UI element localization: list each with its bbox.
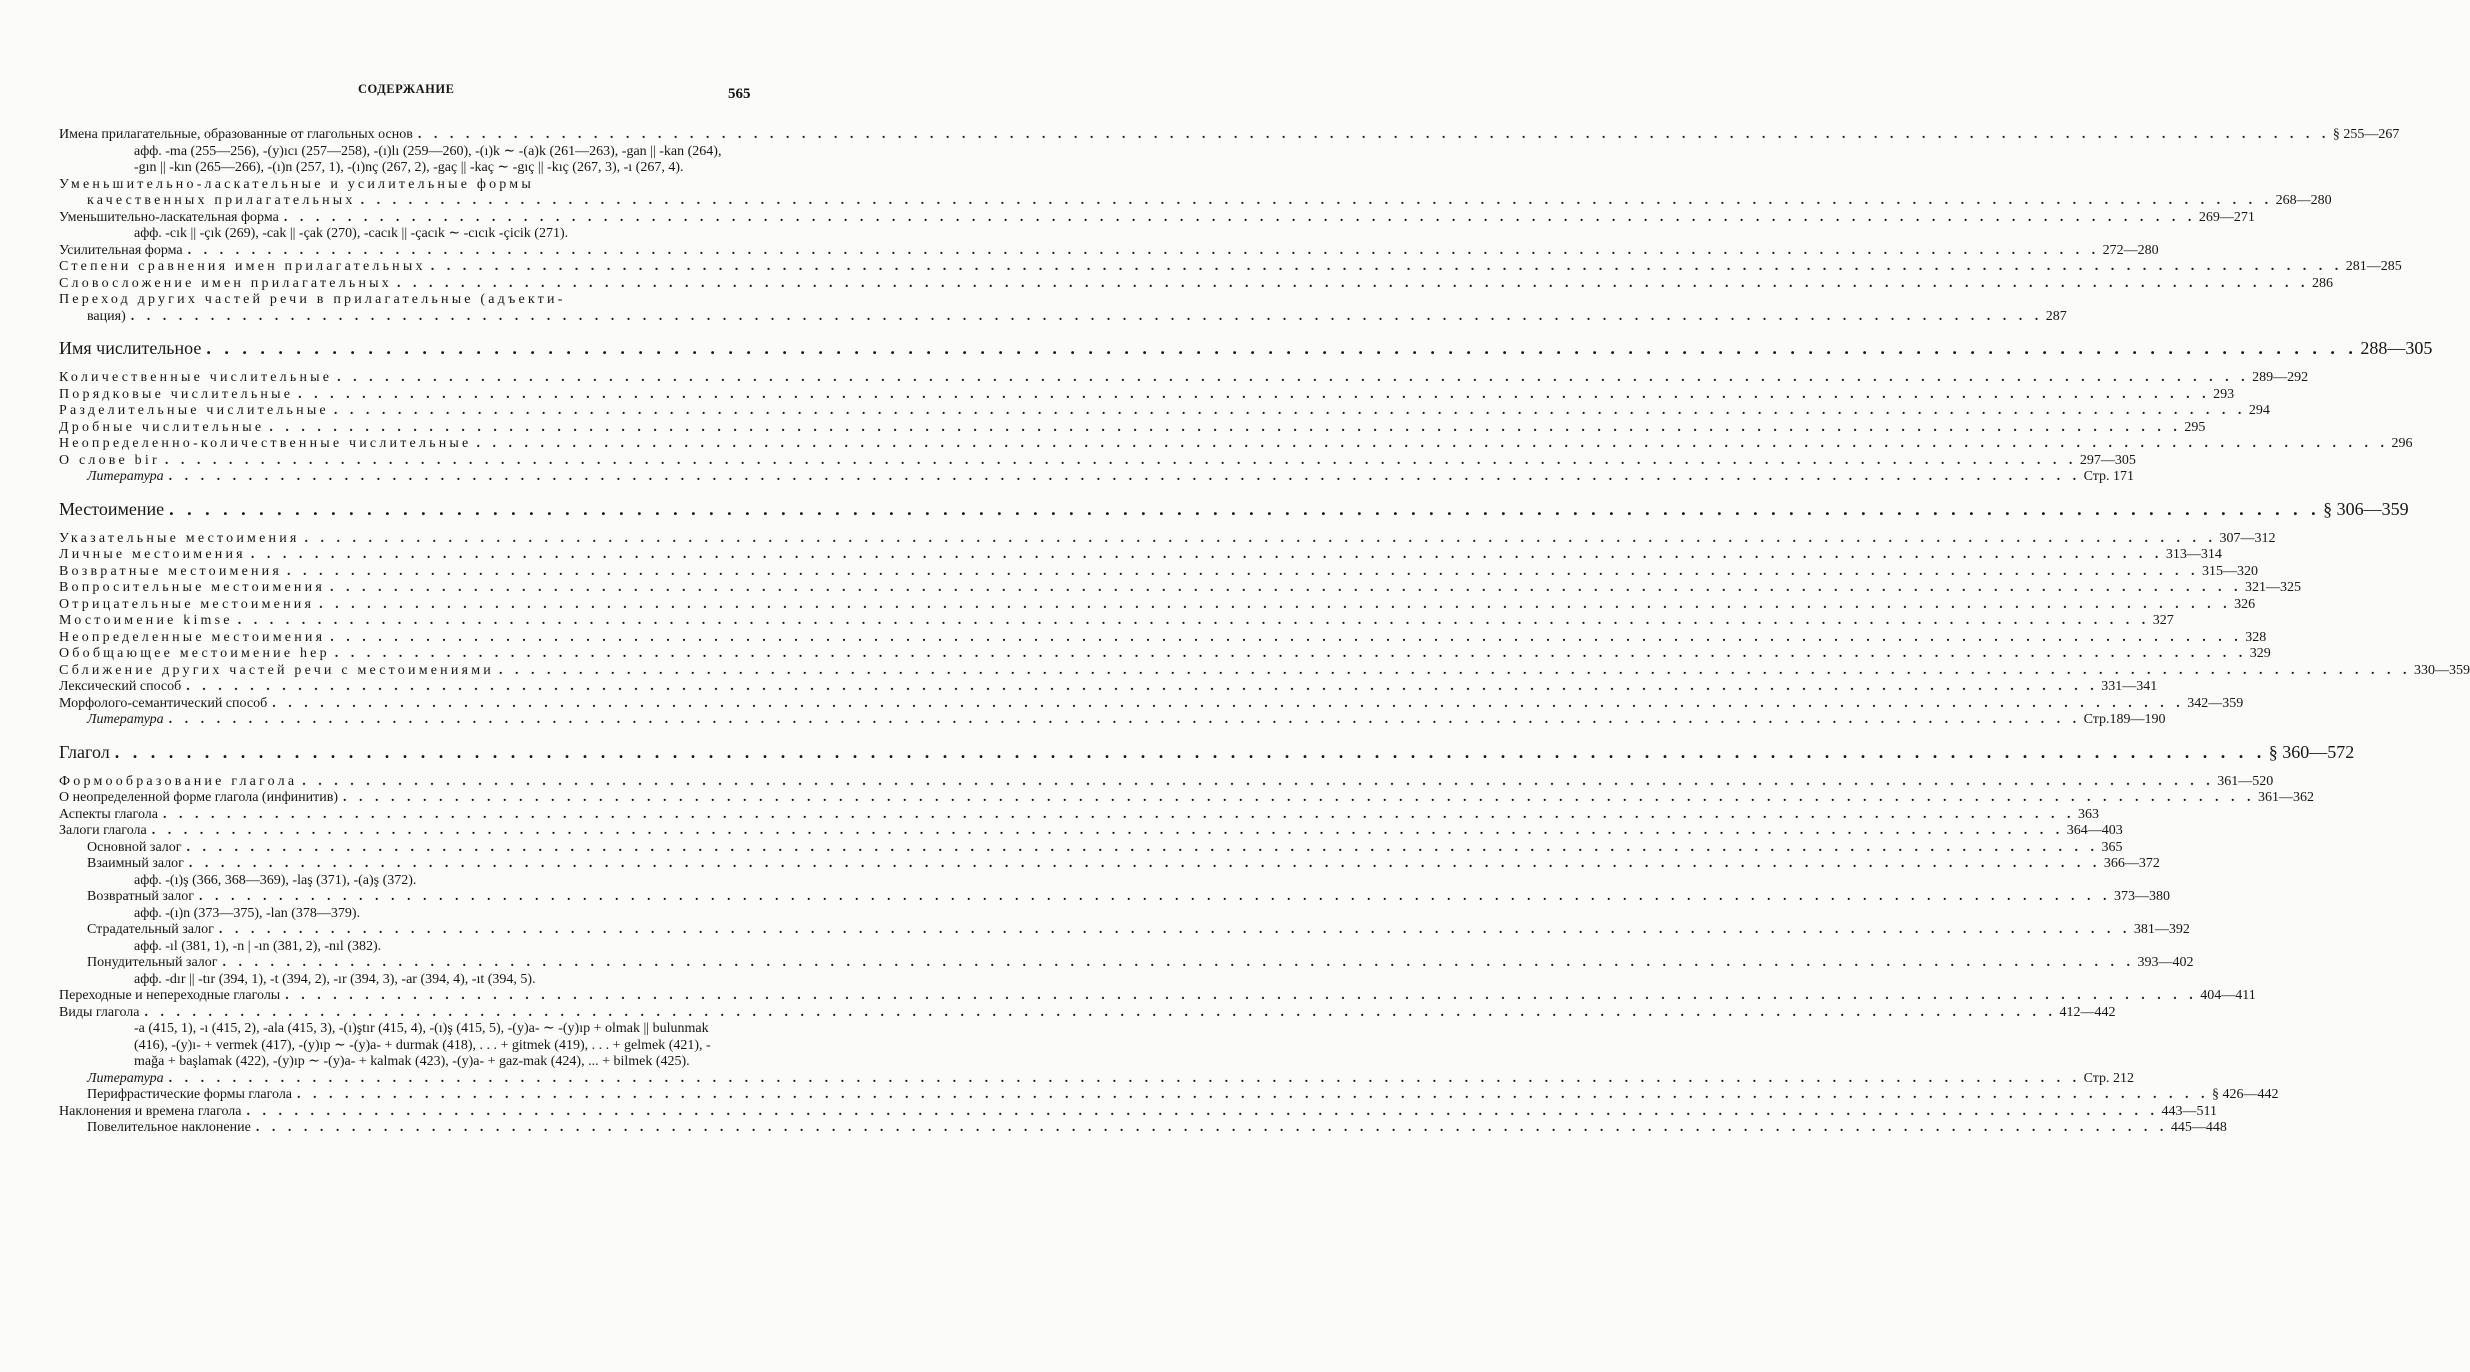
dot-leader: . . . . . . . . . . . . . . . . . . . . . . . . . . . . . . . . . . . . . . . . . . . . . . . . . . . . . . . . . . . . . . . . . . . . . . . . . . . . . . . . . . . . . . . . . . . . . . . . . . . . . . . . . . . . . . . . . . . . . . . . — [162, 806, 2075, 822]
toc-affix-line: афф. -ma (255—256), -(y)ıcı (257—258), -(ı)lı (259—260), -(ı)k ∼ -(a)k (261—263), -gan || -kan (264), -gın || -kın (265—266), -(ı)n (257, 1), -(ı)nç (267, 2), -gaç || -kaç ∼ -gıç || -kıç (267, 3), -ı (267, 4). — [134, 143, 722, 175]
dot-leader: . . . . . . . . . . . . . . . . . . . . . . . . . . . . . . . . . . . . . . . . . . . . . . . . . . . . . . . . . . . . . . . . . . . . . . . . . . . . . . . . . . . . . . . . . . . . . . . . . . . . . . . . . . . . . . . . . . . . . . . . — [186, 839, 2099, 855]
dot-leader: . . . . . . . . . . . . . . . . . . . . . . . . . . . . . . . . . . . . . . . . . . . . . . . . . . . . . . . . . . . . . . . . . . . . . . . . . . . . . . . . . . . . . . . . . . . . . . . . . . . . . . . . . . . . . . . . . . . . . . . . — [130, 308, 2043, 324]
dot-leader: . . . . . . . . . . . . . . . . . . . . . . . . . . . . . . . . . . . . . . . . . . . . . . . . . . . . . . . . . . . . . . . . . . . . . . . . . . . . . . . . . . . . . . . . . . . . . . . . . . . . . . . . . . . . . . . . . . . . . . . . — [168, 712, 2081, 727]
toc-entry-page-ref: 315—320 — [2202, 563, 2259, 579]
toc-entry — [59, 292, 759, 309]
toc-entry-label: Дробные числительные — [59, 419, 265, 435]
dot-leader: . . . . . . . . . . . . . . . . . . . . . . . . . . . . . . . . . . . . . . . . . . . . . . . . . . . . . . . . . . . . . . . . . . . . . . . . . . . . . . . . . . . . . . . . . . . . . . . . . . . . . . . . . . . . . . . . . . . . . . . . — [330, 629, 2243, 645]
dot-leader: . . . . . . . . . . . . . . . . . . . . . . . . . . . . . . . . . . . . . . . . . . . . . . . . . . . . . . . . . . . . . . . . . . . . . . . . . . . . . . . . . . . . . . . . . . . . . . . . . . . . . . . . . . . . . . . . . . . . . . . . — [396, 275, 2309, 291]
dot-leader: . . . . . . . . . . . . . . . . . . . . . . . . . . . . . . . . . . . . . . . . . . . . . . . . . . . . . . . . . . . . . . . . . . . . . . . . . . . . . . . . . . . . . . . . . . . . . . . . . . . . . . . . . . . . . . . . . . . . . . . . — [298, 386, 2211, 402]
toc-entry-page-ref: 366—372 — [2103, 856, 2160, 871]
toc-entry — [59, 773, 2274, 791]
toc-entry-label: Переход других частей речи в прилагательные (адъекти- — [59, 292, 566, 307]
toc-entry-page-ref: 289—292 — [2252, 370, 2309, 385]
toc-affix-line: афф. -dır || -tır (394, 1), -t (394, 2), -ır (394, 3), -ar (394, 4), -ıt (394, 5). — [134, 971, 536, 987]
toc-affix-line: афф. -ıl (381, 1), -n | -ın (381, 2), -nıl (382). — [134, 938, 382, 954]
toc-entry-page-ref: § 306—359 — [2323, 498, 2409, 519]
toc-entry-label: Взаимный залог — [87, 856, 184, 871]
toc-entry-label: О слове bir — [59, 452, 160, 468]
toc-entry-page-ref: Стр. 171 — [2083, 469, 2135, 484]
toc-entry — [59, 613, 2174, 630]
dot-leader: . . . . . . . . . . . . . . . . . . . . . . . . . . . . . . . . . . . . . . . . . . . . . . . . . . . . . . . . . . . . . . . . . . . . . . . . . . . . . . . . . . . . . . . . . . . . . . . . . . . . . . . . . . . . . . . . . . . . . . . . — [186, 679, 2099, 694]
toc-entry-label: Понудительный залог — [87, 955, 218, 970]
toc-entry-page-ref: 443—511 — [2161, 1103, 2217, 1119]
toc-entry-label: Количественные числительные — [59, 370, 333, 385]
toc-affix-line: -a (415, 1), -ı (415, 2), -ala (415, 3), -(ı)ştır (415, 4), -(ı)ş (415, 5), -(y)a- ∼ -(y)ıp + olmak || bulunmak (416), -(y)ı- + vermek (417), -(y)ıp ∼ -(y)a- + durmak (418), . . . + gitmek (419), . . . + gelmek (421), -mağa + başlamak (422), -(y)ıp ∼ -(y)a- + kalmak (423), -(y)a- + gaz-mak (424), ... + bilmek (425). — [134, 1021, 711, 1069]
toc-entry — [59, 596, 2256, 614]
dot-leader: . . . . . . . . . . . . . . . . . . . . . . . . . . . . . . . . . . . . . . . . . . . . . . . . . . . . . . . . . . . . . . . . . . . . . . . . . . . . . . . . . . . . . . . . . . . . . . . . . . . . . . . . . . . . . . . . . . . . . . . . — [246, 1103, 2159, 1119]
toc-entry-page-ref: 445—448 — [2170, 1120, 2227, 1135]
toc-entry — [59, 419, 2206, 437]
toc-entry-page-ref: 295 — [2184, 419, 2206, 435]
toc-entry-label: Наклонения и времена глагола — [59, 1103, 242, 1119]
dot-leader: . . . . . . . . . . . . . . . . . . . . . . . . . . . . . . . . . . . . . . . . . . . . . . . . . . . . . . . . . . . . . . . . . . . . . . . . . . . . . . . . . . . . . . . . . . . . . . . . . . . . . . . . . . . . . . . . . . . . . . . . — [114, 741, 2266, 762]
toc-entry-page-ref: 373—380 — [2113, 889, 2170, 904]
dot-leader: . . . . . . . . . . . . . . . . . . . . . . . . . . . . . . . . . . . . . . . . . . . . . . . . . . . . . . . . . . . . . . . . . . . . . . . . . . . . . . . . . . . . . . . . . . . . . . . . . . . . . . . . . . . . . . . . . . . . . . . . — [272, 695, 2185, 711]
toc-entry — [59, 436, 2413, 453]
dot-leader: . . . . . . . . . . . . . . . . . . . . . . . . . . . . . . . . . . . . . . . . . . . . . . . . . . . . . . . . . . . . . . . . . . . . . . . . . . . . . . . . . . . . . . . . . . . . . . . . . . . . . . . . . . . . . . . . . . . . . . . . — [269, 419, 2182, 435]
toc-entry — [59, 988, 2256, 1005]
toc-entry — [59, 695, 2244, 713]
dot-leader: . . . . . . . . . . . . . . . . . . . . . . . . . . . . . . . . . . . . . . . . . . . . . . . . . . . . . . . . . . . . . . . . . . . . . . . . . . . . . . . . . . . . . . . . . . . . . . . . . . . . . . . . . . . . . . . . . . . . . . . . — [329, 580, 2242, 595]
toc-entry-label: Основной залог — [87, 839, 182, 855]
toc-entry — [59, 547, 2222, 564]
toc-entry-label: Местоимение — [59, 498, 165, 519]
toc-entry-page-ref: 293 — [2213, 386, 2235, 402]
dot-leader: . . . . . . . . . . . . . . . . . . . . . . . . . . . . . . . . . . . . . . . . . . . . . . . . . . . . . . . . . . . . . . . . . . . . . . . . . . . . . . . . . . . . . . . . . . . . . . . . . . . . . . . . . . . . . . . . . . . . . . . . — [164, 452, 2077, 468]
toc-entry-page-ref: § 360—572 — [2268, 741, 2355, 762]
dot-leader: . . . . . . . . . . . . . . . . . . . . . . . . . . . . . . . . . . . . . . . . . . . . . . . . . . . . . . . . . . . . . . . . . . . . . . . . . . . . . . . . . . . . . . . . . . . . . . . . . . . . . . . . . . . . . . . . . . . . . . . . — [337, 370, 2250, 385]
toc-entry-page-ref: 330—359 — [2413, 662, 2470, 678]
toc-entry-page-ref: 342—359 — [2187, 695, 2244, 711]
toc-entry — [59, 646, 2271, 663]
toc-entry-label: Литература — [87, 1070, 164, 1086]
toc-entry — [59, 469, 2135, 486]
dot-leader: . . . . . . . . . . . . . . . . . . . . . . . . . . . . . . . . . . . . . . . . . . . . . . . . . . . . . . . . . . . . . . . . . . . . . . . . . . . . . . . . . . . . . . . . . . . . . . . . . . . . . . . . . . . . . . . . . . . . . . . . — [237, 613, 2150, 628]
toc-entry-label: Перифрастические формы глагола — [87, 1087, 293, 1102]
dot-leader: . . . . . . . . . . . . . . . . . . . . . . . . . . . . . . . . . . . . . . . . . . . . . . . . . . . . . . . . . . . . . . . . . . . . . . . . . . . . . . . . . . . . . . . . . . . . . . . . . . . . . . . . . . . . . . . . . . . . . . . . — [476, 436, 2389, 451]
toc-entry-page-ref: 329 — [2249, 646, 2271, 661]
toc-entry — [59, 452, 2136, 470]
toc-entry-label: Глагол — [59, 741, 110, 762]
dot-leader: . . . . . . . . . . . . . . . . . . . . . . . . . . . . . . . . . . . . . . . . . . . . . . . . . . . . . . . . . . . . . . . . . . . . . . . . . . . . . . . . . . . . . . . . . . . . . . . . . . . . . . . . . . . . . . . . . . . . . . . . — [218, 922, 2131, 937]
dot-leader: . . . . . . . . . . . . . . . . . . . . . . . . . . . . . . . . . . . . . . . . . . . . . . . . . . . . . . . . . . . . . . . . . . . . . . . . . . . . . . . . . . . . . . . . . . . . . . . . . . . . . . . . . . . . . . . . . . . . . . . . — [168, 469, 2081, 484]
toc-entry-page-ref: 281—285 — [2345, 259, 2402, 274]
toc-entry — [59, 259, 2402, 276]
toc-section-heading — [59, 498, 2409, 520]
toc-entry-label: Степени сравнения имен прилагательных — [59, 259, 426, 274]
toc-entry-page-ref: 268—280 — [2275, 193, 2332, 208]
toc-entry-label: Словосложение имен прилагательных — [59, 275, 392, 291]
toc-entry-page-ref: 381—392 — [2133, 922, 2190, 937]
toc-entry-page-ref: 363 — [2077, 806, 2099, 822]
toc-entry — [59, 790, 2315, 807]
toc-entry — [59, 308, 2067, 326]
toc-entry-label: Виды глагола — [59, 1004, 140, 1020]
toc-entry-label: О неопределенной форме глагола (инфинитив) — [59, 790, 339, 805]
toc-section-heading — [59, 741, 2355, 763]
toc-entry-page-ref: 412—442 — [2059, 1004, 2116, 1020]
toc-entry-label: Формообразование глагола — [59, 773, 298, 789]
toc-entry — [59, 209, 2255, 227]
dot-leader: . . . . . . . . . . . . . . . . . . . . . . . . . . . . . . . . . . . . . . . . . . . . . . . . . . . . . . . . . . . . . . . . . . . . . . . . . . . . . . . . . . . . . . . . . . . . . . . . . . . . . . . . . . . . . . . . . . . . . . . . — [250, 547, 2163, 562]
toc-entry-label: Мостоимение kimse — [59, 613, 233, 628]
toc-entry — [59, 823, 2123, 840]
dot-leader: . . . . . . . . . . . . . . . . . . . . . . . . . . . . . . . . . . . . . . . . . . . . . . . . . . . . . . . . . . . . . . . . . . . . . . . . . . . . . . . . . . . . . . . . . . . . . . . . . . . . . . . . . . . . . . . . . . . . . . . . — [188, 856, 2101, 871]
toc-entry — [59, 955, 2194, 972]
toc-entry-page-ref: Стр. 212 — [2083, 1070, 2135, 1086]
dot-leader: . . . . . . . . . . . . . . . . . . . . . . . . . . . . . . . . . . . . . . . . . . . . . . . . . . . . . . . . . . . . . . . . . . . . . . . . . . . . . . . . . . . . . . . . . . . . . . . . . . . . . . . . . . . . . . . . . . . . . . . . — [498, 662, 2411, 678]
toc-entry — [59, 922, 2190, 939]
toc-entry-label: Имя числительное — [59, 338, 202, 358]
dot-leader: . . . . . . . . . . . . . . . . . . . . . . . . . . . . . . . . . . . . . . . . . . . . . . . . . . . . . . . . . . . . . . . . . . . . . . . . . . . . . . . . . . . . . . . . . . . . . . . . . . . . . . . . . . . . . . . . . . . . . . . . — [151, 823, 2064, 838]
toc-entry-label: Морфолого-семантический способ — [59, 695, 268, 711]
toc-entry-page-ref: 364—403 — [2066, 823, 2123, 838]
toc-entry — [59, 403, 2270, 420]
toc-entry-page-ref: 404—411 — [2200, 988, 2256, 1003]
toc-entry-label: Залоги глагола — [59, 823, 147, 838]
toc-entry — [59, 1087, 2279, 1104]
toc-entry-label: Порядковые числительные — [59, 386, 294, 402]
toc-entry-page-ref: 294 — [2248, 403, 2270, 418]
dot-leader: . . . . . . . . . . . . . . . . . . . . . . . . . . . . . . . . . . . . . . . . . . . . . . . . . . . . . . . . . . . . . . . . . . . . . . . . . . . . . . . . . . . . . . . . . . . . . . . . . . . . . . . . . . . . . . . . . . . . . . . . — [417, 127, 2330, 142]
toc-entry-label: Сближение других частей речи с местоимениями — [59, 662, 494, 678]
dot-leader: . . . . . . . . . . . . . . . . . . . . . . . . . . . . . . . . . . . . . . . . . . . . . . . . . . . . . . . . . . . . . . . . . . . . . . . . . . . . . . . . . . . . . . . . . . . . . . . . . . . . . . . . . . . . . . . . . . . . . . . . — [343, 790, 2256, 805]
toc-entry-page-ref: Стр.189—190 — [2083, 712, 2166, 727]
toc-entry — [59, 580, 2301, 597]
toc-affix-line: афф. -cık || -çık (269), -cak || -çak (270), -cacık || -çacık ∼ -cıcık -çicik (271). — [134, 226, 569, 241]
toc-entry — [59, 386, 2235, 404]
dot-leader: . . . . . . . . . . . . . . . . . . . . . . . . . . . . . . . . . . . . . . . . . . . . . . . . . . . . . . . . . . . . . . . . . . . . . . . . . . . . . . . . . . . . . . . . . . . . . . . . . . . . . . . . . . . . . . . . . . . . . . . . — [333, 403, 2246, 418]
toc-entry-label: Уменьшительно-ласкательная форма — [59, 209, 279, 225]
toc-entry-label: Разделительные числительные — [59, 403, 329, 418]
toc-entry — [59, 1103, 2217, 1121]
toc-entry-page-ref: 321—325 — [2244, 580, 2301, 595]
toc-entry-page-ref: 286 — [2311, 275, 2333, 291]
toc-entry — [59, 839, 2123, 857]
toc-entry-page-ref: § 426—442 — [2212, 1087, 2279, 1102]
toc-entry — [59, 806, 2099, 824]
dot-leader: . . . . . . . . . . . . . . . . . . . . . . . . . . . . . . . . . . . . . . . . . . . . . . . . . . . . . . . . . . . . . . . . . . . . . . . . . . . . . . . . . . . . . . . . . . . . . . . . . . . . . . . . . . . . . . . . . . . . . . . . — [319, 596, 2232, 612]
toc-entry — [59, 679, 2158, 696]
dot-leader: . . . . . . . . . . . . . . . . . . . . . . . . . . . . . . . . . . . . . . . . . . . . . . . . . . . . . . . . . . . . . . . . . . . . . . . . . . . . . . . . . . . . . . . . . . . . . . . . . . . . . . . . . . . . . . . . . . . . . . . . — [206, 338, 2358, 358]
toc-entry — [59, 856, 2160, 873]
toc-entry-page-ref: 361—362 — [2258, 790, 2315, 805]
dot-leader: . . . . . . . . . . . . . . . . . . . . . . . . . . . . . . . . . . . . . . . . . . . . . . . . . . . . . . . . . . . . . . . . . . . . . . . . . . . . . . . . . . . . . . . . . . . . . . . . . . . . . . . . . . . . . . . . . . . . . . . . — [222, 955, 2135, 970]
toc-entry-label: Вопросительные местоимения — [59, 580, 325, 595]
page-number: 565 — [728, 86, 751, 102]
toc-entry-label: Уменьшительно-ласкательные и усилительные формы — [59, 176, 534, 192]
toc-entry-label: Имена прилагательные, образованные от глагольных основ — [59, 127, 413, 142]
dot-leader: . . . . . . . . . . . . . . . . . . . . . . . . . . . . . . . . . . . . . . . . . . . . . . . . . . . . . . . . . . . . . . . . . . . . . . . . . . . . . . . . . . . . . . . . . . . . . . . . . . . . . . . . . . . . . . . . . . . . . . . . — [169, 498, 2321, 519]
toc-entry-label: Литература — [87, 712, 164, 727]
toc-entry-page-ref: 287 — [2045, 308, 2067, 324]
dot-leader: . . . . . . . . . . . . . . . . . . . . . . . . . . . . . . . . . . . . . . . . . . . . . . . . . . . . . . . . . . . . . . . . . . . . . . . . . . . . . . . . . . . . . . . . . . . . . . . . . . . . . . . . . . . . . . . . . . . . . . . . — [187, 242, 2100, 258]
dot-leader: . . . . . . . . . . . . . . . . . . . . . . . . . . . . . . . . . . . . . . . . . . . . . . . . . . . . . . . . . . . . . . . . . . . . . . . . . . . . . . . . . . . . . . . . . . . . . . . . . . . . . . . . . . . . . . . . . . . . . . . . — [285, 988, 2198, 1003]
toc-entry — [59, 629, 2267, 647]
toc-entry-label: Неопределенные местоимения — [59, 629, 326, 645]
toc-entry-page-ref: 327 — [2152, 613, 2174, 628]
toc-entry — [59, 127, 2400, 144]
toc-entry-page-ref: 328 — [2245, 629, 2267, 645]
toc-entry-label: Литература — [87, 469, 164, 484]
toc-entry — [59, 1004, 2116, 1022]
toc-entry-label: Возвратные местоимения — [59, 563, 283, 579]
toc-entry-label: Лексический способ — [59, 679, 182, 694]
dot-leader: . . . . . . . . . . . . . . . . . . . . . . . . . . . . . . . . . . . . . . . . . . . . . . . . . . . . . . . . . . . . . . . . . . . . . . . . . . . . . . . . . . . . . . . . . . . . . . . . . . . . . . . . . . . . . . . . . . . . . . . . — [283, 209, 2196, 225]
toc-entry — [59, 275, 2333, 293]
toc-entry — [59, 1120, 2227, 1137]
toc-entry-page-ref: 393—402 — [2137, 955, 2194, 970]
toc-entry-label: качественных прилагательных — [87, 193, 356, 208]
toc-entry-page-ref: 307—312 — [2219, 530, 2276, 546]
dot-leader: . . . . . . . . . . . . . . . . . . . . . . . . . . . . . . . . . . . . . . . . . . . . . . . . . . . . . . . . . . . . . . . . . . . . . . . . . . . . . . . . . . . . . . . . . . . . . . . . . . . . . . . . . . . . . . . . . . . . . . . . — [304, 530, 2217, 546]
toc-entry-page-ref: 326 — [2234, 596, 2256, 612]
toc-entry-page-ref: 331—341 — [2101, 679, 2158, 694]
dot-leader: . . . . . . . . . . . . . . . . . . . . . . . . . . . . . . . . . . . . . . . . . . . . . . . . . . . . . . . . . . . . . . . . . . . . . . . . . . . . . . . . . . . . . . . . . . . . . . . . . . . . . . . . . . . . . . . . . . . . . . . . — [360, 193, 2273, 208]
toc-entry-page-ref: 361—520 — [2217, 773, 2274, 789]
toc-entry-label: Переходные и непереходные глаголы — [59, 988, 281, 1003]
toc-entry-page-ref: 296 — [2391, 436, 2413, 451]
toc-entry-page-ref: 288—305 — [2360, 338, 2433, 358]
dot-leader: . . . . . . . . . . . . . . . . . . . . . . . . . . . . . . . . . . . . . . . . . . . . . . . . . . . . . . . . . . . . . . . . . . . . . . . . . . . . . . . . . . . . . . . . . . . . . . . . . . . . . . . . . . . . . . . . . . . . . . . . — [334, 646, 2247, 661]
toc-entry-page-ref: 297—305 — [2079, 452, 2136, 468]
dot-leader: . . . . . . . . . . . . . . . . . . . . . . . . . . . . . . . . . . . . . . . . . . . . . . . . . . . . . . . . . . . . . . . . . . . . . . . . . . . . . . . . . . . . . . . . . . . . . . . . . . . . . . . . . . . . . . . . . . . . . . . . — [144, 1004, 2057, 1020]
toc-entry-label: вация) — [87, 308, 126, 324]
toc-entry-label: Неопределенно-количественные числительные — [59, 436, 472, 451]
toc-entry — [59, 1070, 2135, 1088]
toc-entry — [59, 662, 2470, 680]
toc-entry — [59, 563, 2259, 581]
toc-entry-page-ref: 269—271 — [2198, 209, 2255, 225]
page-header — [0, 82, 820, 102]
toc-entry — [59, 193, 2332, 210]
toc-entry-page-ref: 272—280 — [2102, 242, 2159, 258]
table-of-contents — [59, 127, 2470, 1137]
toc-entry-label: Возвратный залог — [87, 889, 194, 904]
toc-entry-label: Повелительное наклонение — [87, 1120, 251, 1135]
toc-entry — [59, 242, 2159, 260]
dot-leader: . . . . . . . . . . . . . . . . . . . . . . . . . . . . . . . . . . . . . . . . . . . . . . . . . . . . . . . . . . . . . . . . . . . . . . . . . . . . . . . . . . . . . . . . . . . . . . . . . . . . . . . . . . . . . . . . . . . . . . . . — [297, 1087, 2210, 1102]
dot-leader: . . . . . . . . . . . . . . . . . . . . . . . . . . . . . . . . . . . . . . . . . . . . . . . . . . . . . . . . . . . . . . . . . . . . . . . . . . . . . . . . . . . . . . . . . . . . . . . . . . . . . . . . . . . . . . . . . . . . . . . . — [287, 563, 2200, 579]
dot-leader: . . . . . . . . . . . . . . . . . . . . . . . . . . . . . . . . . . . . . . . . . . . . . . . . . . . . . . . . . . . . . . . . . . . . . . . . . . . . . . . . . . . . . . . . . . . . . . . . . . . . . . . . . . . . . . . . . . . . . . . . — [430, 259, 2343, 274]
dot-leader: . . . . . . . . . . . . . . . . . . . . . . . . . . . . . . . . . . . . . . . . . . . . . . . . . . . . . . . . . . . . . . . . . . . . . . . . . . . . . . . . . . . . . . . . . . . . . . . . . . . . . . . . . . . . . . . . . . . . . . . . — [198, 889, 2111, 904]
toc-entry — [59, 712, 2166, 729]
dot-leader: . . . . . . . . . . . . . . . . . . . . . . . . . . . . . . . . . . . . . . . . . . . . . . . . . . . . . . . . . . . . . . . . . . . . . . . . . . . . . . . . . . . . . . . . . . . . . . . . . . . . . . . . . . . . . . . . . . . . . . . . — [255, 1120, 2168, 1135]
toc-entry-label: Отрицательные местоимения — [59, 596, 315, 612]
toc-entry-label: Усилительная форма — [59, 242, 183, 258]
toc-entry — [59, 370, 2309, 387]
dot-leader: . . . . . . . . . . . . . . . . . . . . . . . . . . . . . . . . . . . . . . . . . . . . . . . . . . . . . . . . . . . . . . . . . . . . . . . . . . . . . . . . . . . . . . . . . . . . . . . . . . . . . . . . . . . . . . . . . . . . . . . . — [302, 773, 2215, 789]
toc-entry-label: Личные местоимения — [59, 547, 246, 562]
toc-entry-page-ref: 365 — [2101, 839, 2123, 855]
toc-entry-label: Аспекты глагола — [59, 806, 158, 822]
toc-entry — [59, 530, 2276, 548]
toc-entry-page-ref: § 255—267 — [2332, 127, 2400, 142]
toc-entry-page-ref: 313—314 — [2165, 547, 2222, 562]
toc-affix-line: афф. -(ı)ş (366, 368—369), -laş (371), -(a)ş (372). — [134, 872, 417, 888]
dot-leader: . . . . . . . . . . . . . . . . . . . . . . . . . . . . . . . . . . . . . . . . . . . . . . . . . . . . . . . . . . . . . . . . . . . . . . . . . . . . . . . . . . . . . . . . . . . . . . . . . . . . . . . . . . . . . . . . . . . . . . . . — [168, 1070, 2081, 1086]
toc-section-heading — [59, 337, 2433, 359]
toc-affix-line: афф. -(ı)n (373—375), -lan (378—379). — [134, 905, 361, 921]
toc-entry-label: Обобщающее местоимение hep — [59, 646, 330, 661]
toc-entry — [59, 177, 759, 194]
toc-entry-label: Страдательный залог — [87, 922, 214, 937]
page-title: СОДЕРЖАНИЕ — [358, 82, 455, 96]
toc-entry-label: Указательные местоимения — [59, 530, 300, 546]
toc-entry — [59, 889, 2170, 906]
